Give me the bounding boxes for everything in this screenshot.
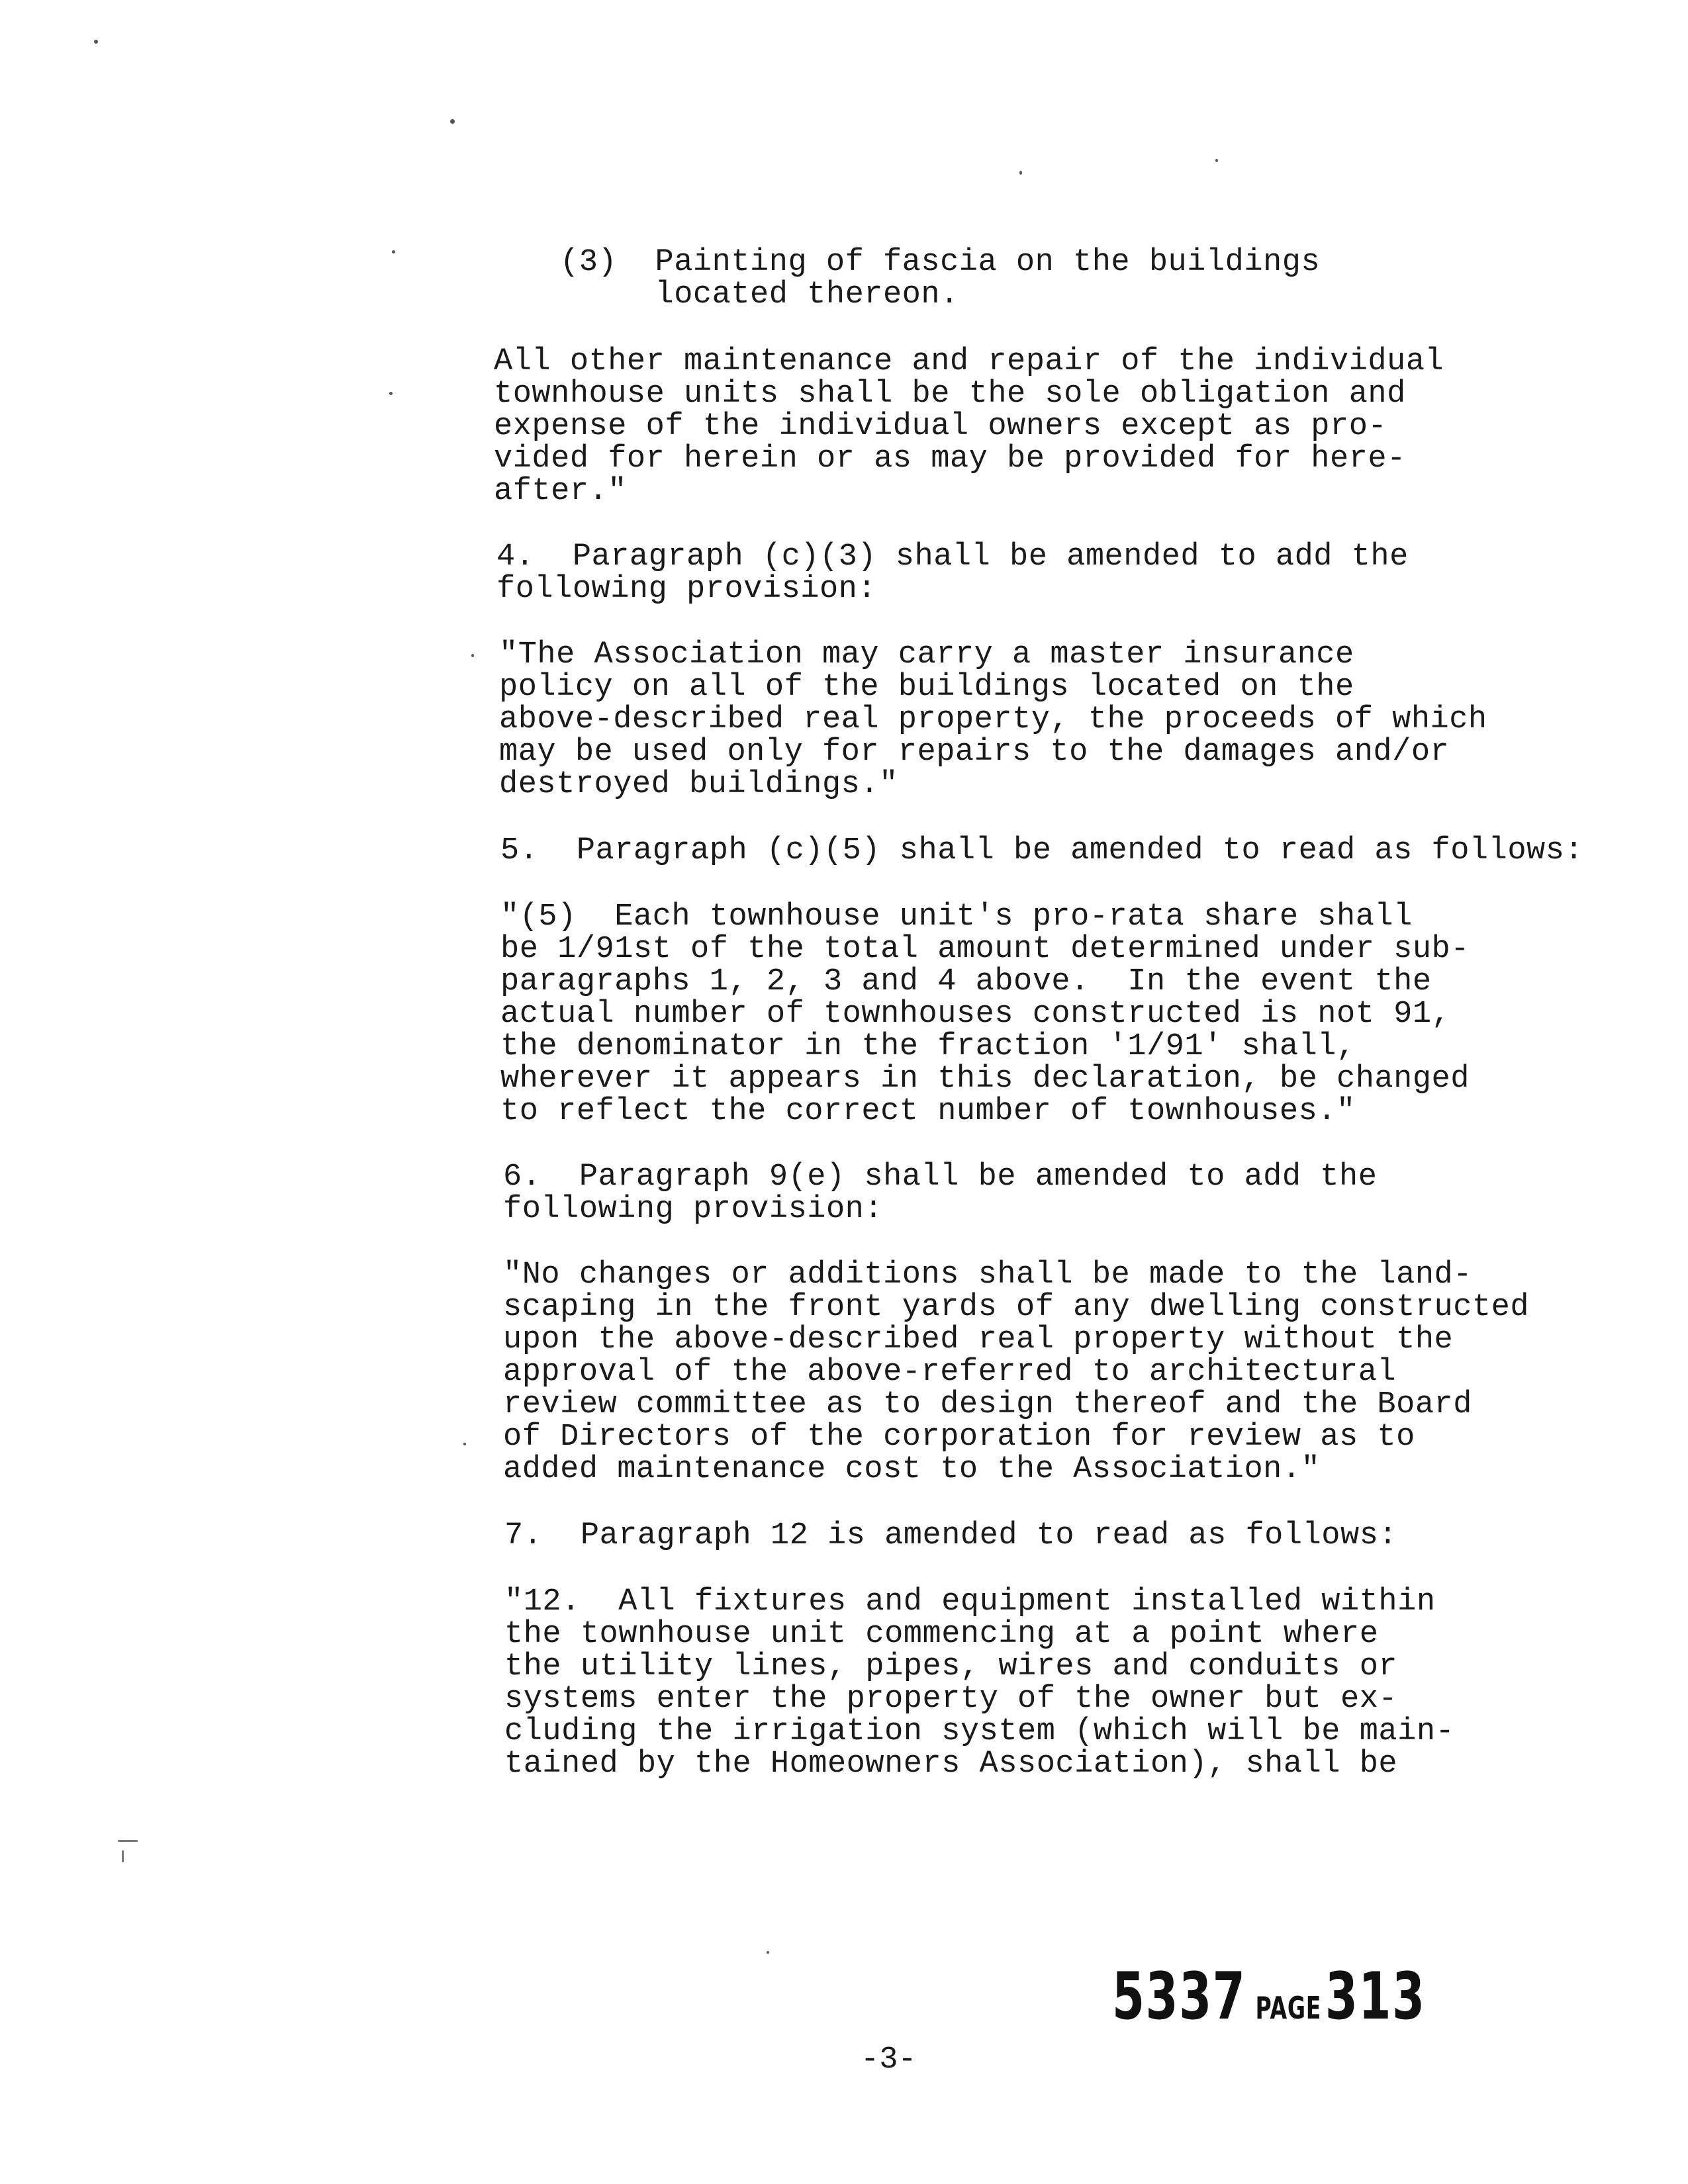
text-line: cluding the irrigation system (which will be main-: [504, 1714, 1455, 1749]
text-line: of Directors of the corporation for review as to: [503, 1420, 1415, 1455]
text-line: following provision:: [503, 1192, 884, 1227]
text-line: actual number of townhouses constructed is not 91,: [500, 997, 1451, 1032]
stamp-page-label: PAGE: [1255, 1990, 1322, 2026]
text-line: located thereon.: [560, 277, 959, 312]
stamp-page-number: 313: [1325, 1959, 1426, 2034]
text-line: to reflect the correct number of townhouses.": [500, 1094, 1356, 1129]
text-line: destroyed buildings.": [499, 767, 898, 802]
text-line: "No changes or additions shall be made to the land-: [503, 1257, 1472, 1293]
scan-speck: [1019, 171, 1022, 175]
scan-speck: [1215, 159, 1218, 162]
text-line: after.": [494, 474, 627, 509]
text-line: expense of the individual owners except as pro-: [494, 409, 1387, 444]
scan-speck: [463, 1443, 466, 1445]
text-line: All other maintenance and repair of the individual: [494, 344, 1444, 379]
stamp-book-number: 5337: [1112, 1959, 1246, 2034]
text-line: 6. Paragraph 9(e) shall be amended to add the: [503, 1160, 1378, 1195]
text-line: the denominator in the fraction '1/91' shall,: [500, 1029, 1356, 1064]
text-line: tained by the Homeowners Association), shall be: [504, 1747, 1398, 1782]
scan-speck: [118, 1840, 138, 1842]
scan-speck: [450, 119, 455, 124]
text-line: "(5) Each townhouse unit's pro-rata share shall: [500, 899, 1413, 934]
text-line: approval of the above-referred to architectural: [503, 1355, 1397, 1390]
text-line: the townhouse unit commencing at a point where: [504, 1617, 1379, 1652]
text-line: 4. Paragraph (c)(3) shall be amended to add the: [496, 539, 1409, 574]
text-line: townhouse units shall be the sole obligation and: [494, 377, 1406, 412]
text-line: upon the above-described real property without the: [503, 1322, 1454, 1357]
text-line: paragraphs 1, 2, 3 and 4 above. In the event the: [500, 964, 1432, 999]
text-line: (3) Painting of fascia on the buildings: [560, 245, 1321, 280]
text-line: above-described real property, the proceeds of which: [499, 702, 1487, 737]
text-line: policy on all of the buildings located on the: [499, 670, 1354, 705]
recording-stamp: [1112, 1959, 1425, 2034]
text-line: 5. Paragraph (c)(5) shall be amended to read as follows:: [500, 833, 1584, 868]
scan-speck: [389, 392, 393, 395]
text-line: "The Association may carry a master insurance: [499, 637, 1354, 672]
text-line: be 1/91st of the total amount determined under sub-: [500, 932, 1470, 967]
page-number: -3-: [861, 2042, 917, 2077]
text-line: the utility lines, pipes, wires and conduits or: [504, 1649, 1398, 1684]
text-line: scaping in the front yards of any dwelling constructed: [503, 1290, 1530, 1325]
text-line: systems enter the property of the owner but ex-: [504, 1682, 1398, 1717]
scan-speck: [122, 1850, 124, 1862]
scan-speck: [94, 40, 98, 44]
scan-speck: [392, 250, 395, 253]
text-line: "12. All fixtures and equipment installed within: [504, 1584, 1436, 1619]
text-line: following provision:: [496, 572, 877, 607]
scan-speck: [471, 654, 474, 657]
text-line: added maintenance cost to the Association.": [503, 1452, 1321, 1487]
text-line: review committee as to design thereof and the Board: [503, 1387, 1472, 1422]
text-line: 7. Paragraph 12 is amended to read as follows:: [504, 1518, 1398, 1553]
scan-speck: [767, 1951, 769, 1954]
text-line: may be used only for repairs to the damages and/or: [499, 735, 1450, 770]
text-line: vided for herein or as may be provided for here-: [494, 441, 1406, 477]
text-line: wherever it appears in this declaration, be changed: [500, 1062, 1470, 1097]
